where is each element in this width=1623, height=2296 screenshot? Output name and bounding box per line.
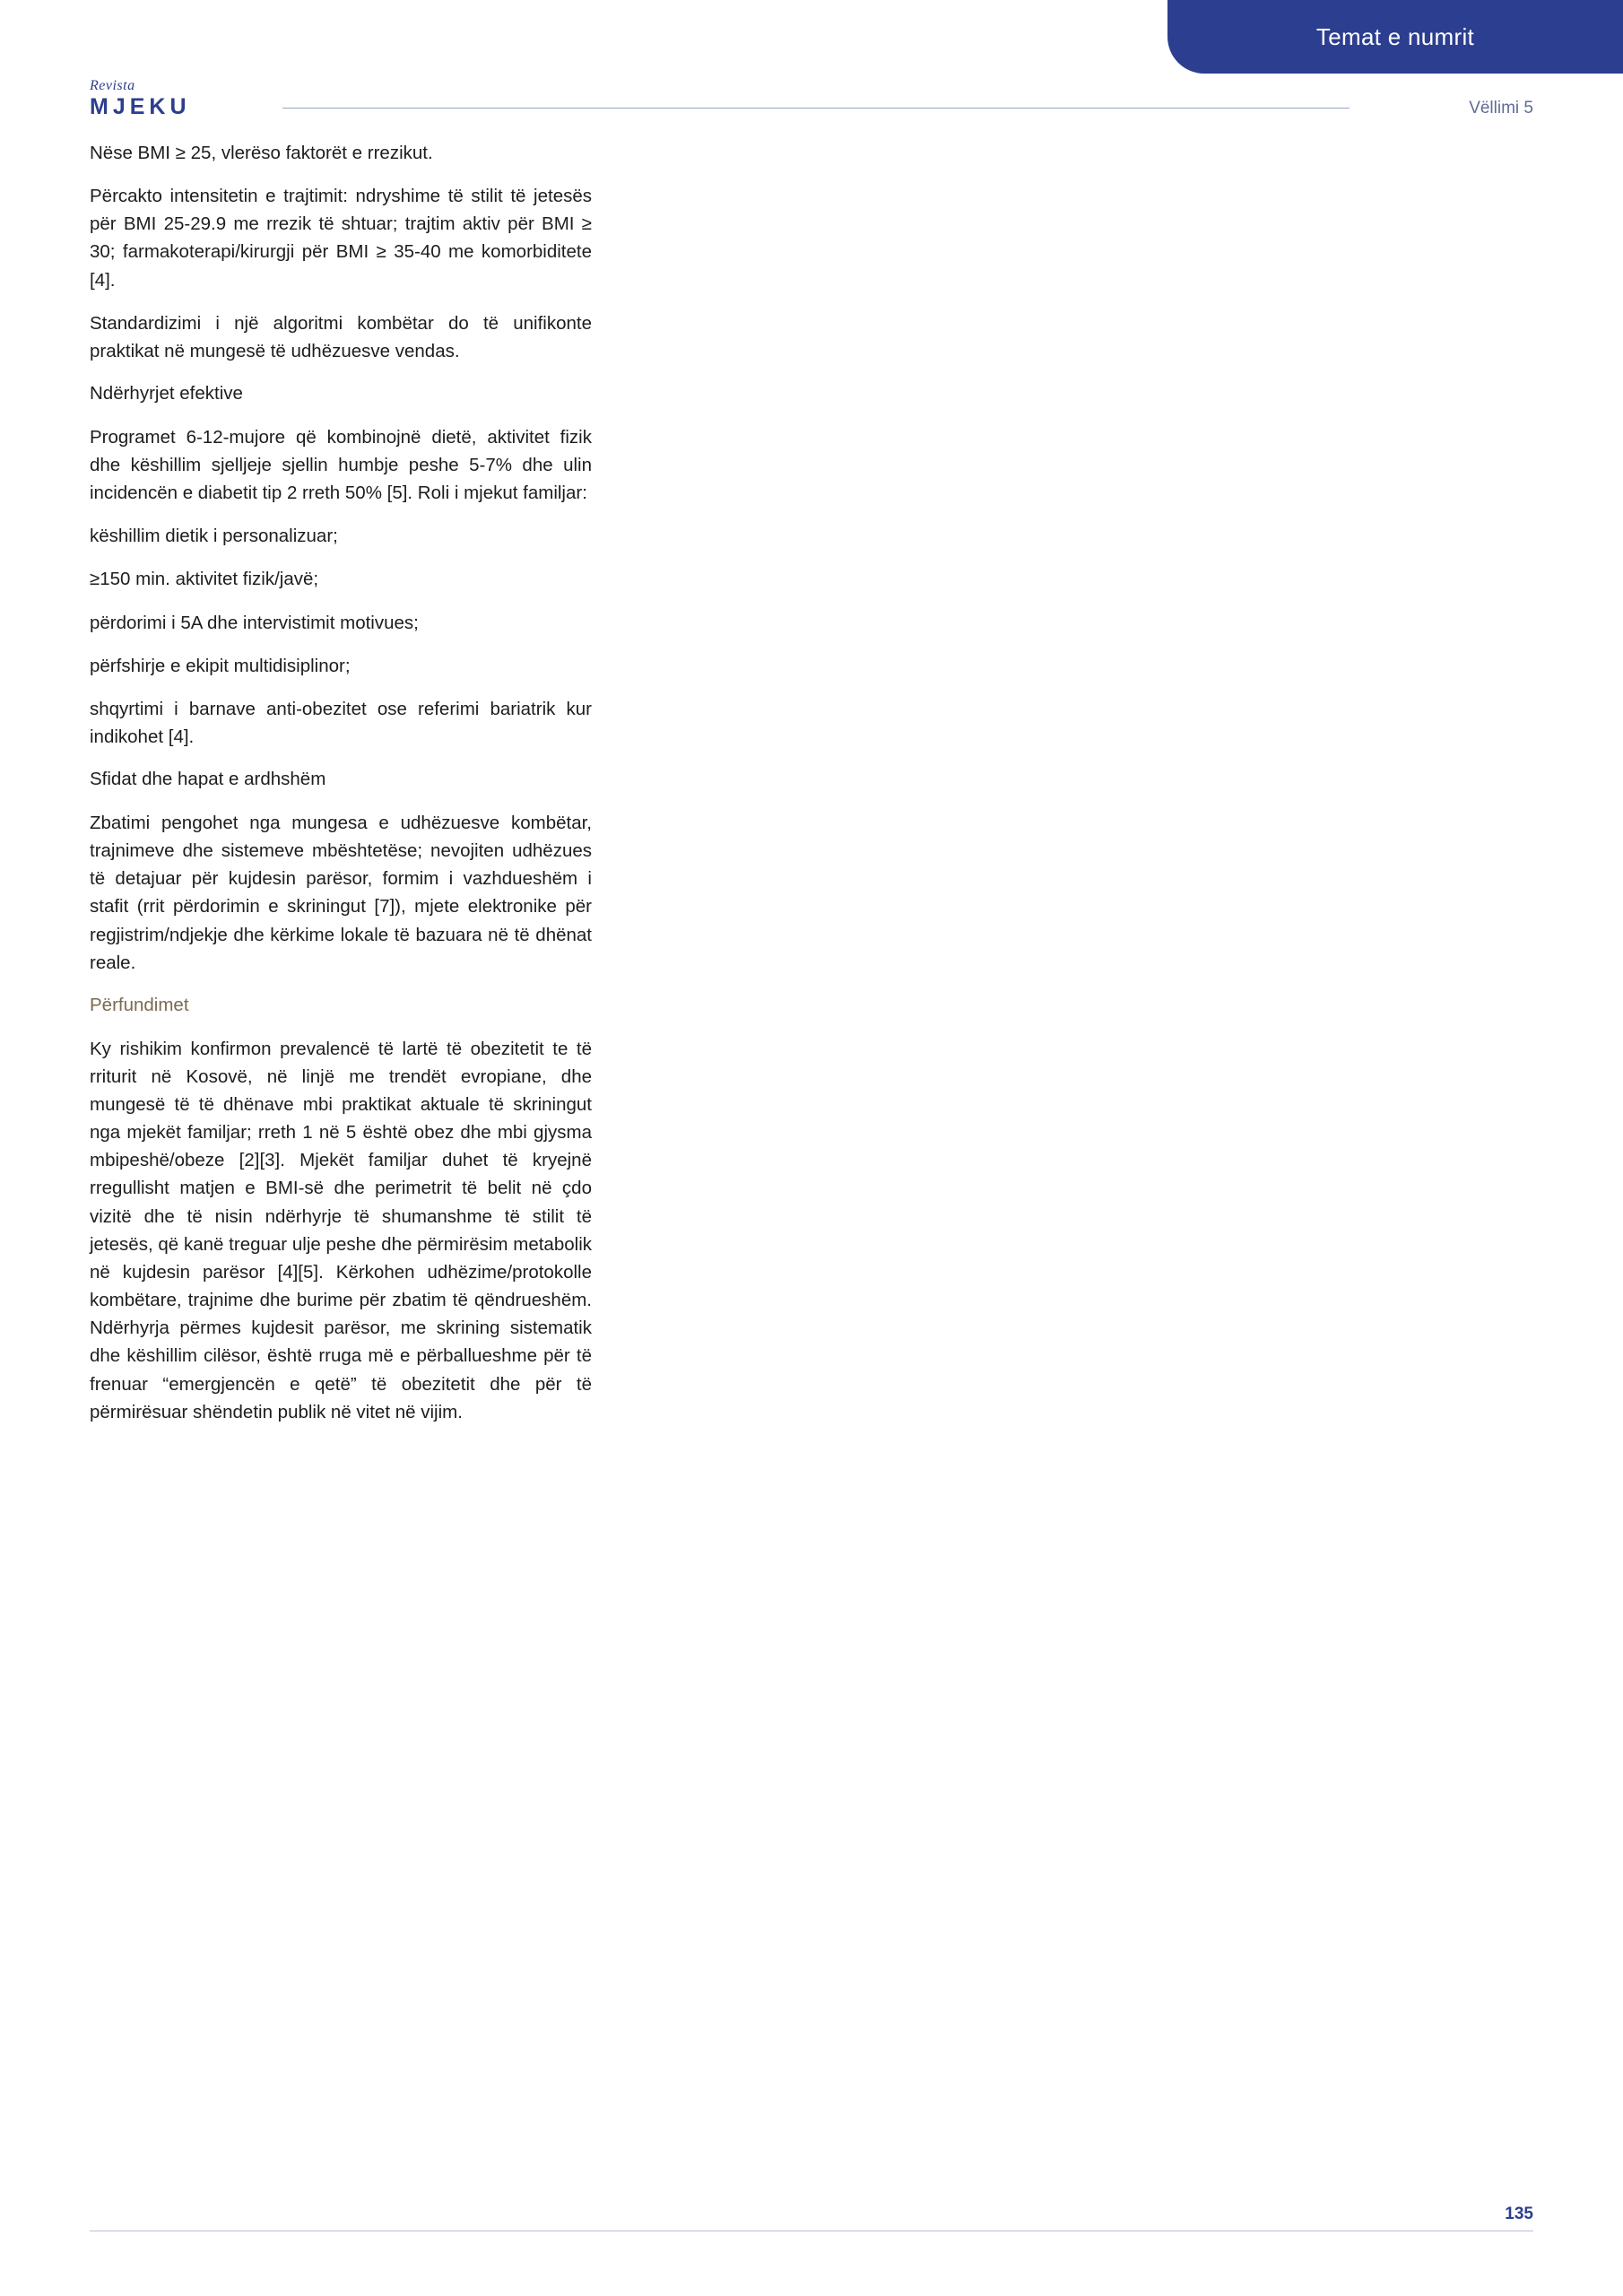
list-item: këshillim dietik i personalizuar; <box>90 526 338 547</box>
list-item: shqyrtimi i barnave anti-obezitet ose referimi bariatrik kur indikohet [4]. <box>90 698 592 748</box>
list-item: përdorimi i 5A dhe intervistimit motivues; <box>90 612 419 633</box>
masthead-divider <box>282 108 1350 109</box>
subsection-heading: Ndërhyrjet efektive <box>90 383 243 404</box>
volume-label: Vëllimi 5 <box>1469 99 1533 117</box>
subsection-heading: Sfidat dhe hapat e ardhshëm <box>90 769 326 790</box>
paragraph: Programet 6-12-mujore që kombinojnë dietë, aktivitet fizik dhe këshillim sjelljeje sjellin humbje peshe 5-7% dhe ulin incidencën e diabetit tip 2 rreth 50% [5]. Roli i mjekut familjar: <box>90 426 592 504</box>
masthead-script-title: Revista <box>90 78 135 93</box>
issue-topic-label: Temat e numrit <box>1315 22 1475 50</box>
paragraph: Zbatimi pengohet nga mungesa e udhëzuesve kombëtar, trajnimeve dhe sistemeve mbështetëse; nevojiten udhëzues të detajuar për kujdesin parësor, formim i vazhdueshëm i stafit (rrit përdorimin e skriningut [7]), mjete elektronike për regjistrim/ndjekje dhe kërkime lokale të bazuara në të dhënat reale. <box>90 813 592 973</box>
paragraph: Standardizimi i një algoritmi kombëtar do të unifikonte praktikat në mungesë të udhëzuesve vendas. <box>90 312 592 361</box>
page-number: 135 <box>1505 2205 1533 2223</box>
masthead-title: MJEKU <box>90 94 191 119</box>
list-item: përfshirje e ekipit multidisiplinor; <box>90 655 351 676</box>
paragraph: Përcakto intensitetin e trajtimit: ndryshime të stilit të jetesës për BMI 25-29.9 me rrezik të shtuar; trajtim aktiv për BMI ≥ 30; farmakoterapi/kirurgji për BMI ≥ 35-40 me komorbiditete [4]. <box>90 186 592 291</box>
article-column <box>90 139 592 1441</box>
paragraph: Ky rishikim konfirmon prevalencë të lartë të obezitetit te të rriturit në Kosovë, në linjë me trendët evropiane, dhe mungesë të të dhënave mbi praktikat aktuale të skriningut nga mjekët familjar; rreth 1 në 5 është obez dhe mbi gjysma mbipeshë/obeze [2][3]. Mjekët familjar duhet të kryejnë rregullisht matjen e BMI-së dhe perimetrit të belit në çdo vizitë dhe të nisin ndërhyrje të shumanshme të stilit të jetesës, që kanë treguar ulje peshe dhe përmirësim metabolik në kujdesin parësor [4][5]. Kërkohen udhëzime/protokolle kombëtare, trajnime dhe burime për zbatim të qëndrueshëm. Ndërhyrja përmes kujdesit parësor, me skrining sistematik dhe këshillim cilësor, është rruga më e përballueshme për të frenuar “emergjencën e qetë” të obezitetit dhe për të përmirësuar shëndetin publik në vitet në vijim. <box>90 1038 592 1422</box>
section-heading-conclusions: Përfundimet <box>90 994 189 1015</box>
masthead <box>90 78 1533 121</box>
paragraph: Nëse BMI ≥ 25, vlerëso faktorët e rrezikut. <box>90 143 433 163</box>
issue-topic-tab <box>1167 0 1623 74</box>
list-item: ≥150 min. aktivitet fizik/javë; <box>90 569 319 590</box>
